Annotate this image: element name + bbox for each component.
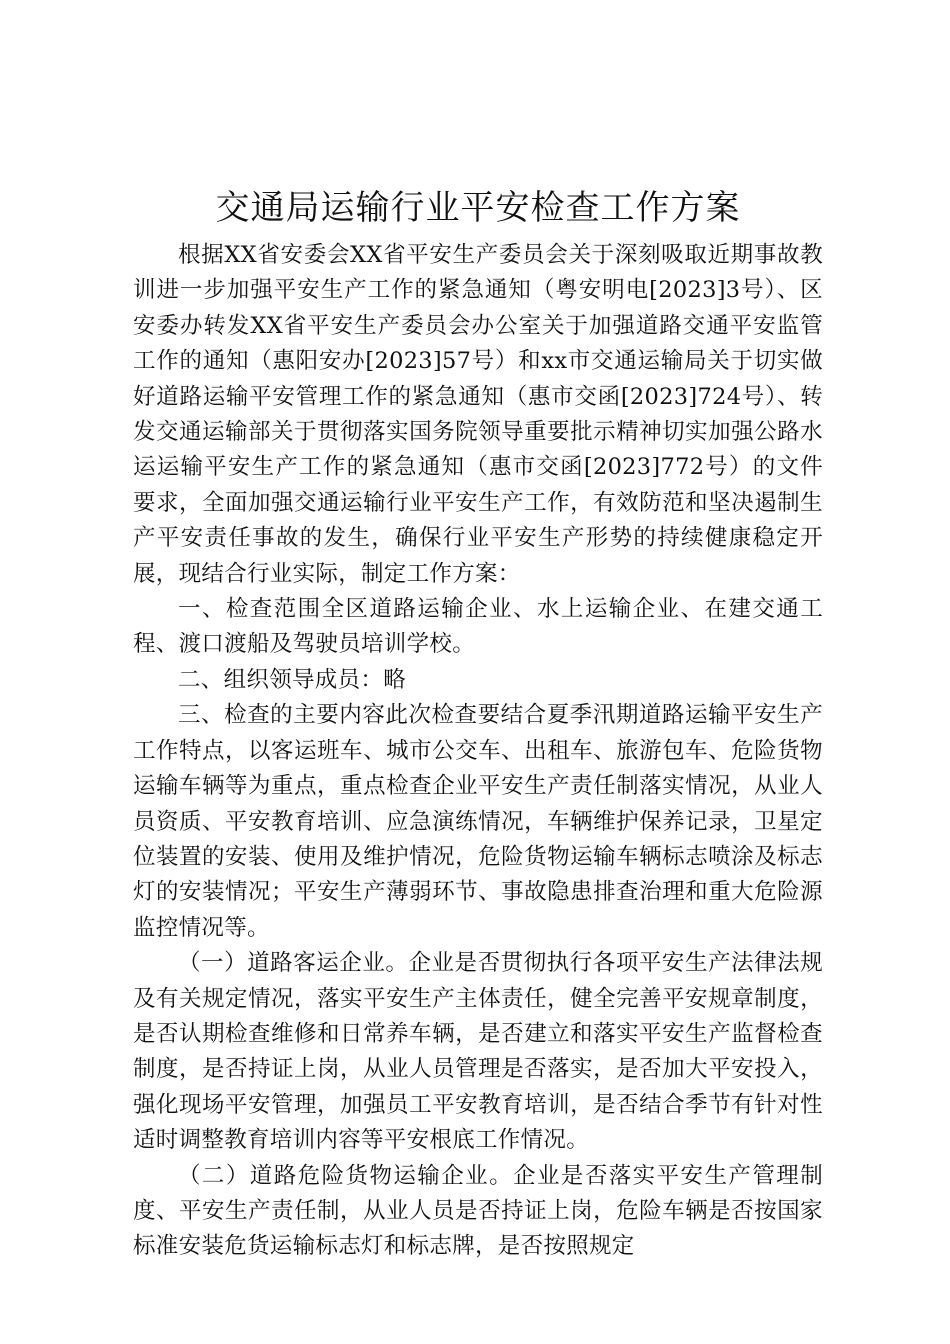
document-title: 交通局运输行业平安检查工作方案 <box>215 188 741 228</box>
paragraph-main-content: 三、检查的主要内容此次检查要结合夏季汛期道路运输平安生产工作特点，以客运班车、城市公交车、出租车、旅游包车、危险货物运输车辆等为重点，重点检查企业平安生产责任制落实情况，从业人员资质、平安教育培训、应急演练情况，车辆维护保养记录，卫星定位装置的安装、使用及维护情况，危险货物运输车辆标志喷涂及标志灯的安装情况；平安生产薄弱环节、事故隐患排查治理和重大危险源监控情况等。 <box>133 702 823 941</box>
paragraph-scope: 一、检查范围全区道路运输企业、水上运输企业、在建交通工程、渡口渡船及驾驶员培训学校。 <box>133 596 823 658</box>
paragraph-passenger-transport: （一）道路客运企业。企业是否贯彻执行各项平安生产法律法规及有关规定情况，落实平安生产主体责任，健全完善平安规章制度，是否认期检查维修和日常养车辆，是否建立和落实平安生产监督检查制度，是否持证上岗，从业人员管理是否落实，是否加大平安投入，强化现场平安管理，加强员工平安教育培训，是否结合季节有针对性适时调整教育培训内容等平安根底工作情况。 <box>133 950 823 1154</box>
paragraph-dangerous-goods: （二）道路危险货物运输企业。企业是否落实平安生产管理制度、平安生产责任制，从业人员是否持证上岗，危险车辆是否按国家标准安装危货运输标志灯和标志牌，是否按照规定 <box>133 1162 823 1260</box>
paragraph-leadership: 二、组织领导成员：略 <box>178 666 407 693</box>
document-page <box>133 180 823 1265</box>
paragraph-intro: 根据XX省安委会XX省平安生产委员会关于深刻吸取近期事故教训进一步加强平安生产工作的紧急通知（粤安明电[2023]3号）、区安委办转发XX省平安生产委员会办公室关于加强道路交通平安监管工作的通知（惠阳安办[2023]57号）和xx市交通运输局关于切实做好道路运输平安管理工作的紧急通知（惠市交函[2023]724号）、转发交通运输部关于贯彻落实国务院领导重要批示精神切实加强公路水运运输平安生产工作的紧急通知（惠市交函[2023]772号）的文件要求，全面加强交通运输行业平安生产工作，有效防范和坚决遏制生产平安责任事故的发生，确保行业平安生产形势的持续健康稳定开展，现结合行业实际，制定工作方案： <box>133 242 823 587</box>
